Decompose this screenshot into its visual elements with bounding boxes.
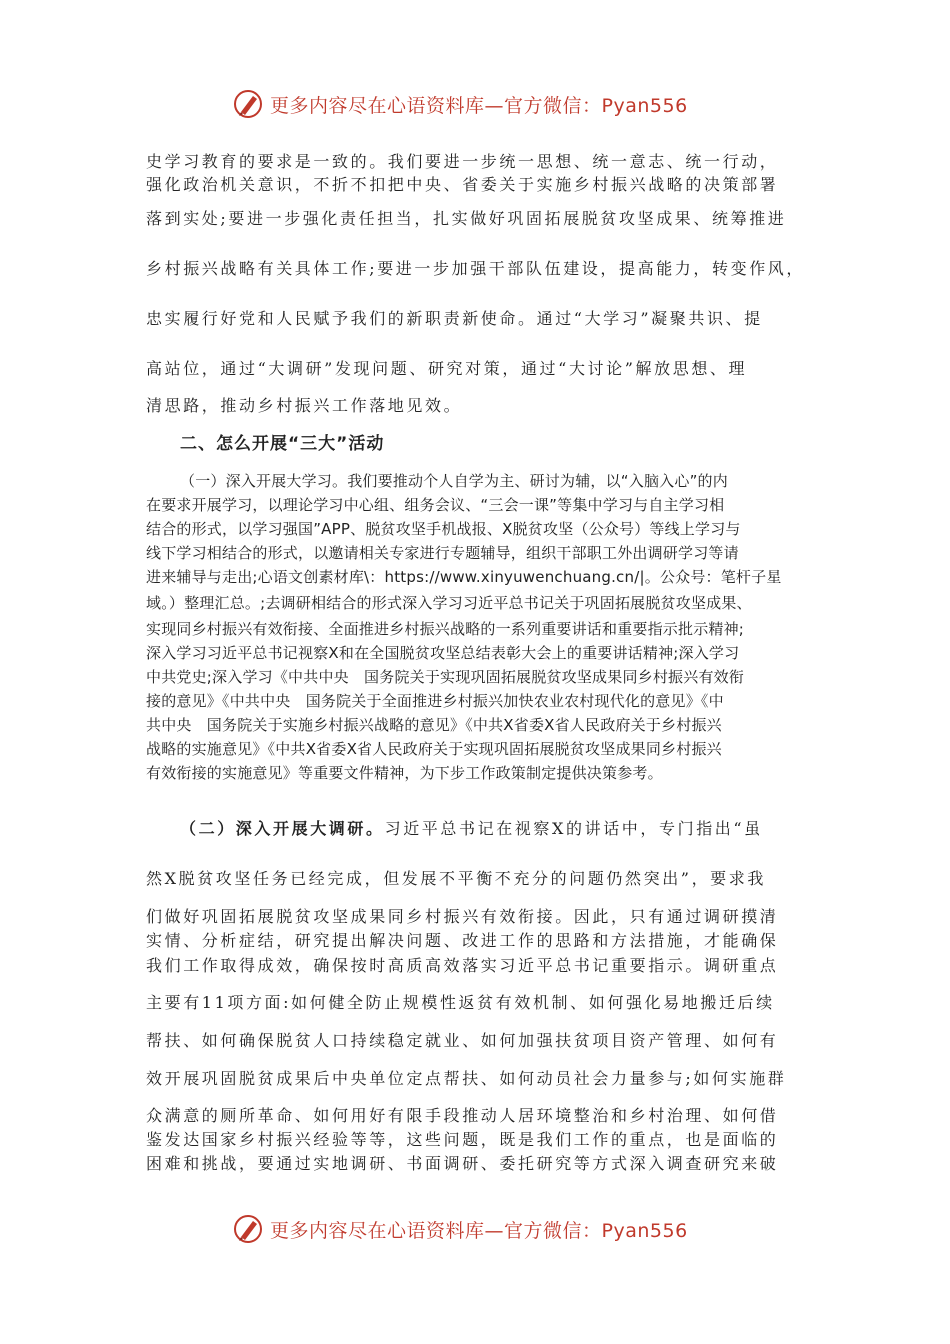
text-line: 接的意见》《中共中央 国务院关于全面推进乡村振兴加快农业农村现代化的意见》《中	[146, 692, 724, 710]
text-line: 线下学习相结合的形式，以邀请相关专家进行专题辅导，组织干部职工外出调研学习等请	[146, 544, 739, 562]
text-line: 有效衔接的实施意见》等重要文件精神，为下步工作政策制定提供决策参考。	[146, 764, 663, 782]
text-line: 落到实处;要进一步强化责任担当，扎实做好巩固拓展脱贫攻坚成果、统筹推进	[146, 209, 787, 228]
text-line: 史学习教育的要求是一致的。我们要进一步统一思想、统一意志、统一行动，	[146, 152, 779, 171]
paragraph-lead: （二）深入开展大调研。	[180, 819, 385, 838]
banner-text: 更多内容尽在心语资料库—官方微信：Pyan556	[270, 1219, 688, 1242]
text-line: 乡村振兴战略有关具体工作;要进一步加强干部队伍建设，提高能力，转变作风，	[146, 259, 805, 278]
text-line: 忠实履行好党和人民赋予我们的新职责新使命。通过“大学习”凝聚共识、提	[146, 309, 763, 328]
text-line: 进来辅导与走出;心语文创素材库\：https://www.xinyuwenchuang.cn/|。公众号：笔杆子星	[146, 568, 782, 586]
text-line: 们做好巩固拓展脱贫攻坚成果同乡村振兴有效衔接。因此，只有通过调研摸清	[146, 907, 779, 926]
text-line: 在要求开展学习，以理论学习中心组、组务会议、“三会一课”等集中学习与自主学习相	[146, 496, 725, 514]
text-line: 困难和挑战，要通过实地调研、书面调研、委托研究等方式深入调查研究来破	[146, 1154, 779, 1173]
text-line: 众满意的厕所革命、如何用好有限手段推动人居环境整治和乡村治理、如何借	[146, 1106, 779, 1125]
text-line: 帮扶、如何确保脱贫人口持续稳定就业、如何加强扶贫项目资产管理、如何有	[146, 1031, 779, 1050]
text-line: 效开展巩固脱贫成果后中央单位定点帮扶、如何动员社会力量参与;如何实施群	[146, 1069, 787, 1088]
text-line: 战略的实施意见》《中共X省委X省人民政府关于实现巩固拓展脱贫攻坚成果同乡村振兴	[146, 740, 722, 758]
text-line: 清思路，推动乡村振兴工作落地见效。	[146, 396, 463, 415]
text-line: 实现同乡村振兴有效衔接、全面推进乡村振兴战略的一系列重要讲话和重要指示批示精神;	[146, 620, 745, 638]
text-line: 域。）整理汇总。;去调研相结合的形式深入学习习近平总书记关于巩固拓展脱贫攻坚成果、	[146, 594, 752, 612]
text-line: 然X脱贫攻坚任务已经完成，但发展不平衡不充分的问题仍然突出”，要求我	[146, 869, 766, 888]
text-line: 鉴发达国家乡村振兴经验等等，这些问题，既是我们工作的重点，也是面临的	[146, 1130, 779, 1149]
footer-banner	[232, 1211, 732, 1247]
text-line	[180, 818, 810, 840]
text-line: 实情、分析症结，研究提出解决问题、改进工作的思路和方法措施，才能确保	[146, 931, 779, 950]
pen-logo-icon	[232, 88, 264, 120]
text-line: 中共党史;深入学习《中共中央 国务院关于实现巩固拓展脱贫攻坚成果同乡村振兴有效衔	[146, 668, 745, 686]
text-line: 主要有11项方面:如何健全防止规模性返贫有效机制、如何强化易地搬迁后续	[146, 993, 775, 1012]
text-line: （一）深入开展大学习。我们要推动个人自学为主、研讨为辅，以“入脑入心”的内	[180, 472, 728, 490]
text-line: 深入学习习近平总书记视察X和在全国脱贫攻坚总结表彰大会上的重要讲话精神;深入学习	[146, 644, 740, 662]
text-line: 高站位，通过“大调研”发现问题、研究对策，通过“大讨论”解放思想、理	[146, 359, 748, 378]
text-line: 我们工作取得成效，确保按时高质高效落实习近平总书记重要指示。调研重点	[146, 956, 779, 975]
text-line: 结合的形式，以学习强国”APP、脱贫攻坚手机战报、X脱贫攻坚（公众号）等线上学习与	[146, 520, 741, 538]
text-line: 共中央 国务院关于实施乡村振兴战略的意见》《中共X省委X省人民政府关于乡村振兴	[146, 716, 722, 734]
pen-logo-icon	[232, 1213, 264, 1245]
text-line: 强化政治机关意识，不折不扣把中央、省委关于实施乡村振兴战略的决策部署	[146, 175, 779, 194]
header-banner	[232, 86, 732, 122]
banner-text: 更多内容尽在心语资料库—官方微信：Pyan556	[270, 94, 688, 117]
section-heading: 二、怎么开展“三大”活动	[180, 434, 385, 454]
paragraph-lead-rest: 习近平总书记在视察X的讲话中，专门指出“虽	[384, 819, 763, 838]
